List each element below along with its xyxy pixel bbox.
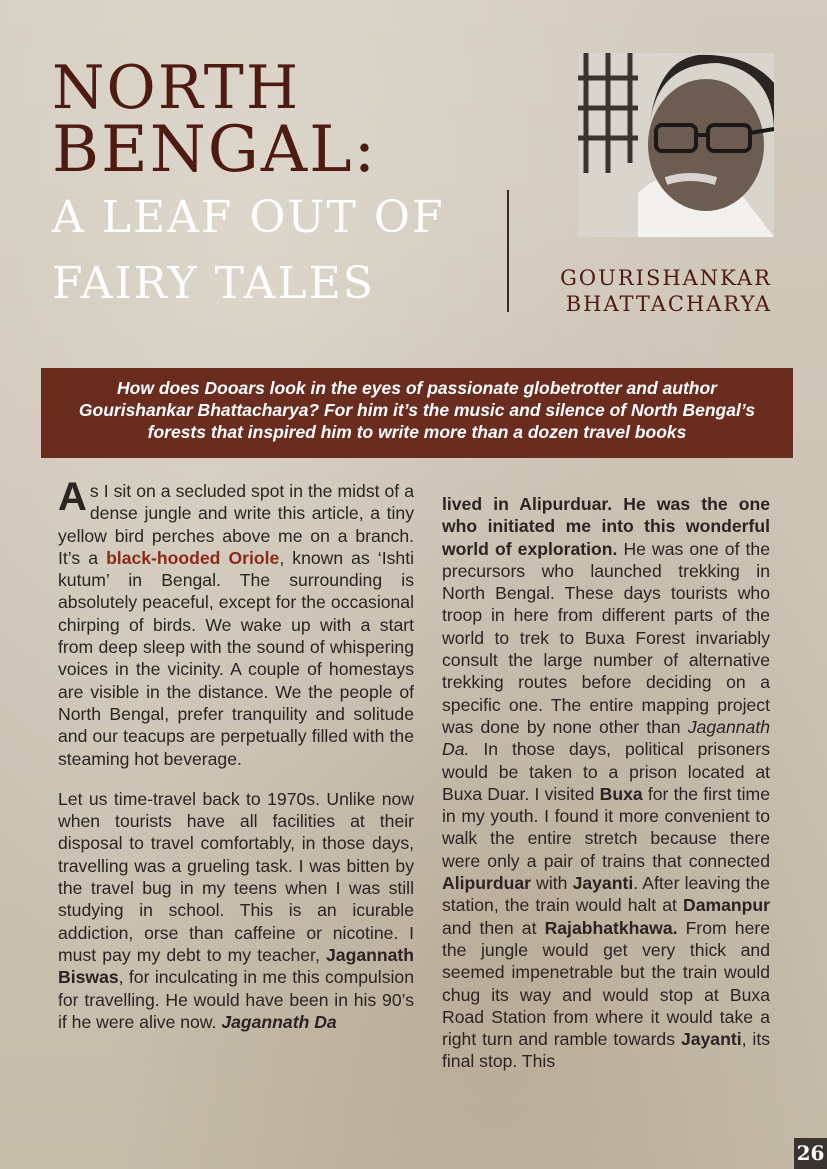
text: From here the jungle would get very thick and seemed impenetrable but the train would chug its way and would stop at Buxa Road Station from where it would take a right turn and ramble towards bbox=[442, 917, 770, 1050]
text: s I sit on a secluded spot in the midst of a dense jungle and write this article, a tiny yellow bird perches above me on a branch. It’s a bbox=[58, 481, 414, 568]
place-alipurduar: Alipurduar bbox=[442, 873, 531, 894]
bold-lead: lived in Alipurduar. He was the one who initiated me into this wonderful world of exploration. bbox=[442, 494, 770, 559]
paragraph-3 bbox=[442, 493, 770, 1073]
text: Let us time-travel back to 1970s. Unlike now when tourists have all facilities at their disposal to travel comfortably, in those days, travelling was a grueling task. I was bitten by the travel bug in my teens when I was still studying in school. This is an icurable addiction, orse than caffeine or nicotine. I must pay my debt to my teacher, bbox=[58, 788, 414, 965]
place-jayanti: Jayanti bbox=[572, 873, 634, 894]
text: He was one of the precursors who launched trekking in North Bengal. These days tourists who troop in here from different parts of the world to trek to Buxa Forest invariably consult the large number of alternative trekking routes before deciding on a specific one. The entire mapping project was done by none other than bbox=[442, 538, 770, 737]
page-number: 26 bbox=[794, 1138, 827, 1169]
teacher-nickname: Jagannath Da. bbox=[442, 716, 770, 760]
title-line-1: NORTH bbox=[52, 53, 301, 123]
text: and then at bbox=[442, 917, 545, 938]
drop-cap: A bbox=[58, 475, 87, 519]
place-damanpur: Damanpur bbox=[682, 895, 770, 916]
paragraph-1 bbox=[58, 475, 414, 770]
author-last-name: BHATTACHARYA bbox=[565, 292, 772, 316]
text: for the first time in my youth. I found it more convenient to walk the entire stretch because there were only a pair of trains that connected bbox=[442, 783, 770, 871]
intro-text: How does Dooars look in the eyes of passionate globetrotter and author Gourishankar Bhattacharya? For him it’s the music and silence of North Bengal’s forests that inspired him to write more than a dozen travel books bbox=[78, 378, 756, 442]
bird-name: black-hooded Oriole bbox=[106, 547, 280, 568]
author-photo bbox=[578, 53, 774, 237]
text: , its final stop. This bbox=[442, 1029, 771, 1072]
intro-box bbox=[41, 368, 793, 458]
title-divider bbox=[507, 190, 509, 312]
left-column bbox=[58, 475, 414, 1033]
text: , for inculcating in me this compulsion for travelling. He would have been in his 90’s if he were alive now. bbox=[58, 967, 414, 1032]
right-column bbox=[442, 493, 770, 1073]
author-first-name: GOURISHANKAR bbox=[560, 266, 772, 290]
subtitle-line-1: A LEAF OUT OF bbox=[52, 192, 445, 243]
text: , known as ‘Ishti kutum’ in Bengal. The surrounding is absolutely peaceful, except for the occasional chirping of birds. We wake up with a start from deep sleep with the sound of whispering voices in the vicinity. A couple of homestays are visible in the distance. We the people of North Bengal, prefer tranquility and solitude and our teacups are perpetually filled with the steaming hot beverage. bbox=[58, 547, 414, 769]
title-line-2: BENGAL: bbox=[52, 113, 378, 187]
place-jayanti: Jayanti bbox=[680, 1029, 742, 1050]
place-rajabhatkhawa: Rajabhatkhawa. bbox=[544, 917, 678, 938]
place-buxa: Buxa bbox=[599, 783, 643, 804]
teacher-name: Jagannath Biswas bbox=[58, 944, 414, 988]
teacher-nickname: Jagannath Da bbox=[221, 1011, 337, 1032]
text: with bbox=[530, 873, 573, 894]
text: In those days, political prisoners would be taken to a prison located at Buxa Duar. I visited bbox=[442, 739, 770, 804]
text: . After leaving the station, the train would halt at bbox=[442, 873, 770, 916]
paragraph-2 bbox=[58, 788, 414, 1033]
subtitle-line-2: FAIRY TALES bbox=[52, 258, 375, 309]
